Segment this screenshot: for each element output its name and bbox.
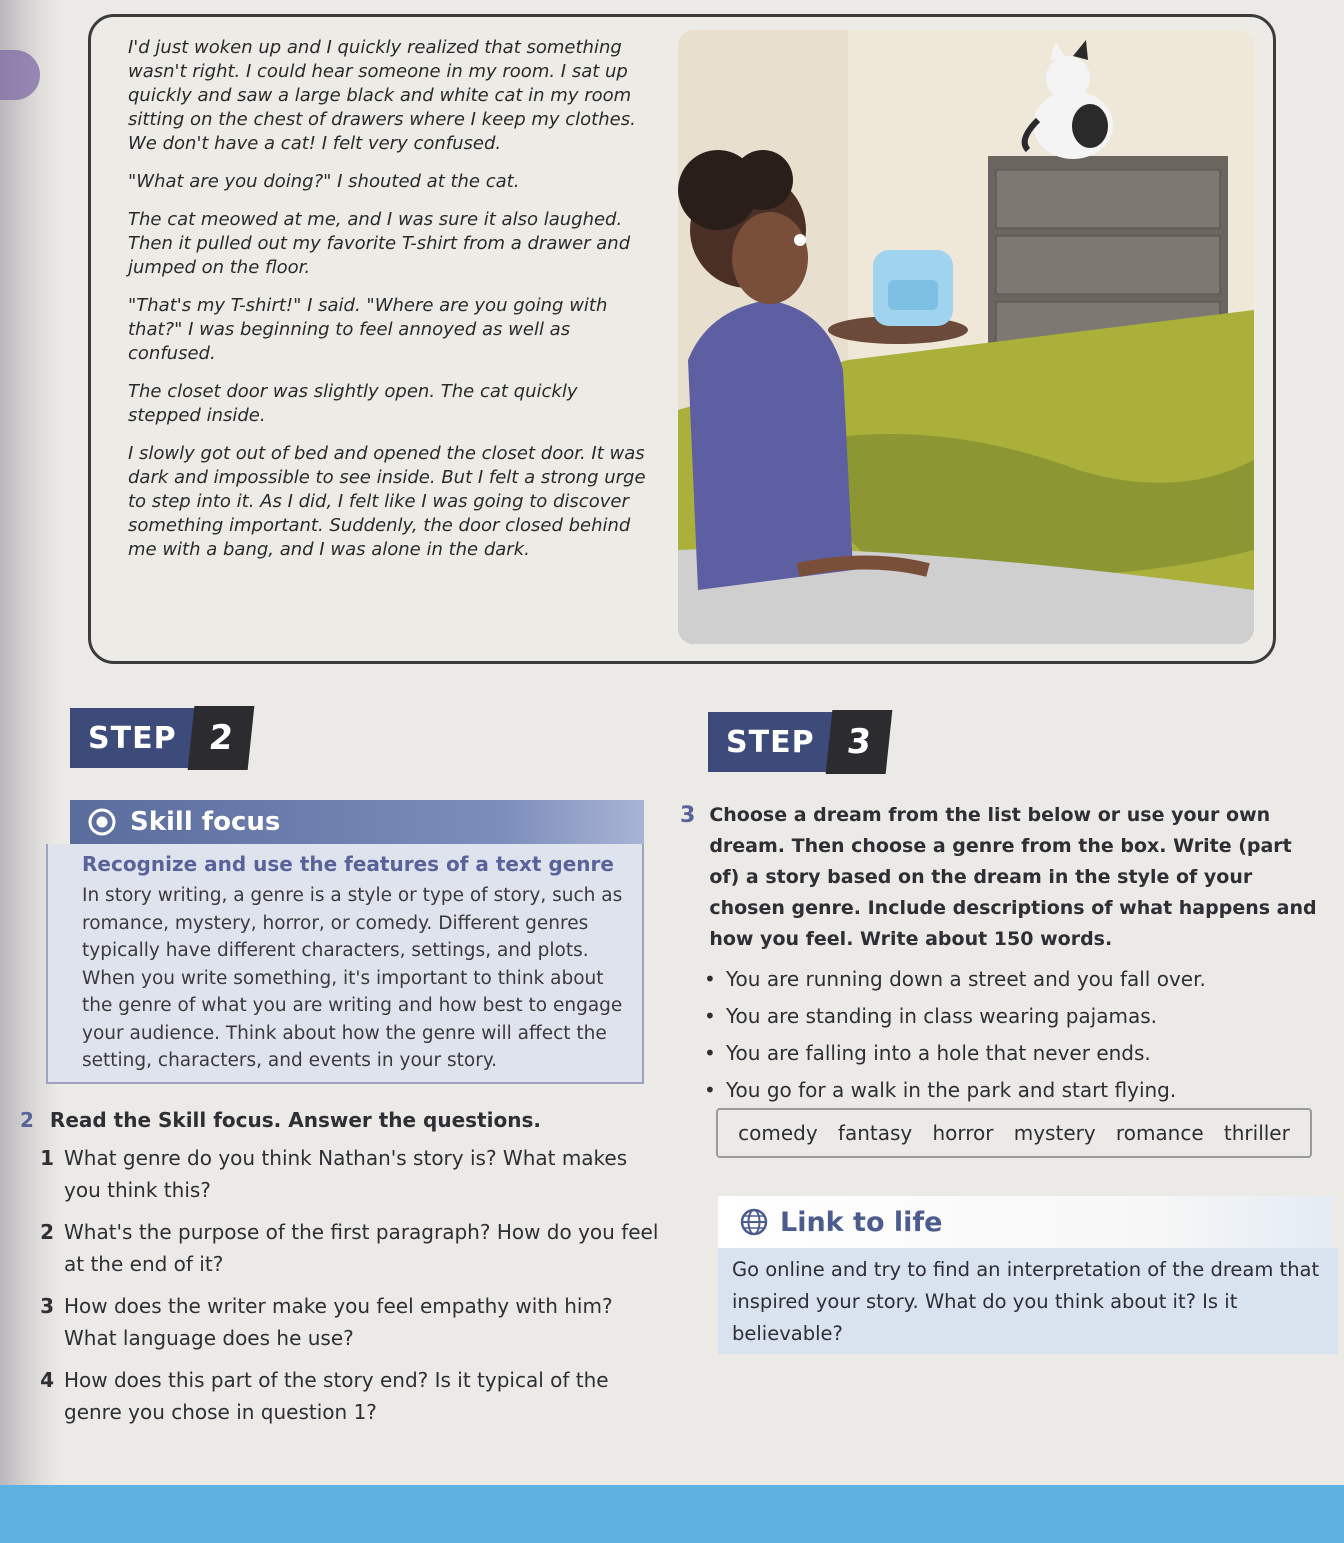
question-number: 2 (40, 1220, 54, 1244)
question-item (20, 1290, 660, 1354)
exercise-number: 2 (20, 1108, 34, 1132)
question-text: How does this part of the story end? Is it typical of the genre you chose in question 1? (64, 1368, 609, 1424)
step-label: STEP (708, 712, 833, 772)
genre-option: romance (1115, 1121, 1204, 1145)
target-icon (88, 808, 116, 836)
link-to-life-box (718, 1248, 1338, 1354)
story-paragraph: I slowly got out of bed and opened the closet door. It was dark and impossible to see inside. But I felt a strong urge to step into it. As I did, I felt like I was going to discover something important. Suddenly, the door closed behind me with a bang, and I was alone in the dark. (128, 443, 646, 560)
genre-box (716, 1108, 1312, 1158)
skill-focus-subtitle: Recognize and use the features of a text genre (82, 852, 614, 876)
dream-item: • You are falling into a hole that never ends. (726, 1035, 1320, 1072)
exercise-instruction: Choose a dream from the list below or use your own dream. Then choose a genre from the box. Write (part of) a story based on the dream in the style of your chosen genre. Include descriptions of what happens and how you feel. Write about 150 words. (709, 804, 1317, 950)
question-item (20, 1142, 660, 1206)
dream-item: • You are standing in class wearing pajamas. (726, 998, 1320, 1035)
genre-option: mystery (1013, 1121, 1096, 1145)
globe-icon (740, 1208, 768, 1236)
question-text: How does the writer make you feel empathy with him? What language does he use? (64, 1294, 613, 1350)
boy-and-cat-illustration (678, 30, 1254, 644)
dream-item: • You go for a walk in the park and start flying. (726, 1072, 1320, 1109)
step-number: 3 (825, 710, 892, 774)
skill-focus-box (46, 844, 644, 1084)
question-item (20, 1364, 660, 1428)
question-number: 4 (40, 1368, 54, 1392)
page-bottom-band (0, 1485, 1344, 1543)
exercise-instruction: Read the Skill focus. Answer the questions. (49, 1108, 541, 1132)
question-text: What's the purpose of the first paragraph? How do you feel at the end of it? (64, 1220, 659, 1276)
link-to-life-body: Go online and try to find an interpretation of the dream that inspired your story. What do you think about it? Is it believable? (732, 1258, 1320, 1345)
skill-focus-header (70, 800, 644, 844)
story-illustration (678, 30, 1254, 644)
link-to-life-header (718, 1196, 1332, 1248)
step-label: STEP (70, 708, 195, 768)
genre-option: thriller (1223, 1121, 1290, 1145)
genre-option: comedy (738, 1121, 818, 1145)
story-paragraph: "What are you doing?" I shouted at the cat. (128, 171, 520, 192)
genre-option: fantasy (837, 1121, 913, 1145)
step-3-badge (708, 712, 889, 772)
page-tab (0, 50, 40, 100)
story-paragraph: The cat meowed at me, and I was sure it also laughed. Then it pulled out my favorite T-shirt from a drawer and jumped on the floor. (128, 209, 631, 278)
dream-item: • You are running down a street and you fall over. (726, 961, 1320, 998)
link-to-life-title: Link to life (780, 1206, 943, 1238)
exercise-2-heading (20, 1108, 660, 1132)
skill-focus-body: In story writing, a genre is a style or type of story, such as romance, mystery, horror, or comedy. Different genres typically have different characters, settings, and plots. When you write something, it's important to think about the genre of what you are writing and how best to engage your audience. Think about how the genre will affect the setting, characters, and events in your story. (82, 885, 623, 1071)
story-paragraph: "That's my T-shirt!" I said. "Where are you going with that?" I was beginning to feel annoyed as well as confused. (128, 295, 608, 364)
story-paragraph: The closet door was slightly open. The cat quickly stepped inside. (128, 381, 578, 426)
question-item (20, 1216, 660, 1280)
skill-focus-title: Skill focus (130, 807, 281, 837)
story-paragraph: I'd just woken up and I quickly realized that something wasn't right. I could hear someone in my room. I sat up quickly and saw a large black and white cat in my room sitting on the chest of drawers where I keep my clothes. We don't have a cat! I felt very confused. (128, 37, 636, 154)
step-number: 2 (187, 706, 254, 770)
exercise-3 (680, 800, 1320, 1109)
dream-list (680, 961, 1320, 1109)
question-number: 1 (40, 1146, 54, 1170)
exercise-3-task (680, 800, 1320, 955)
step-2-badge (70, 708, 251, 768)
genre-option: horror (932, 1121, 994, 1145)
exercise-2 (20, 1108, 660, 1438)
question-number: 3 (40, 1294, 54, 1318)
exercise-number: 3 (680, 803, 696, 828)
story-text (128, 36, 648, 576)
question-text: What genre do you think Nathan's story is? What makes you think this? (64, 1146, 628, 1202)
question-list (20, 1142, 660, 1428)
